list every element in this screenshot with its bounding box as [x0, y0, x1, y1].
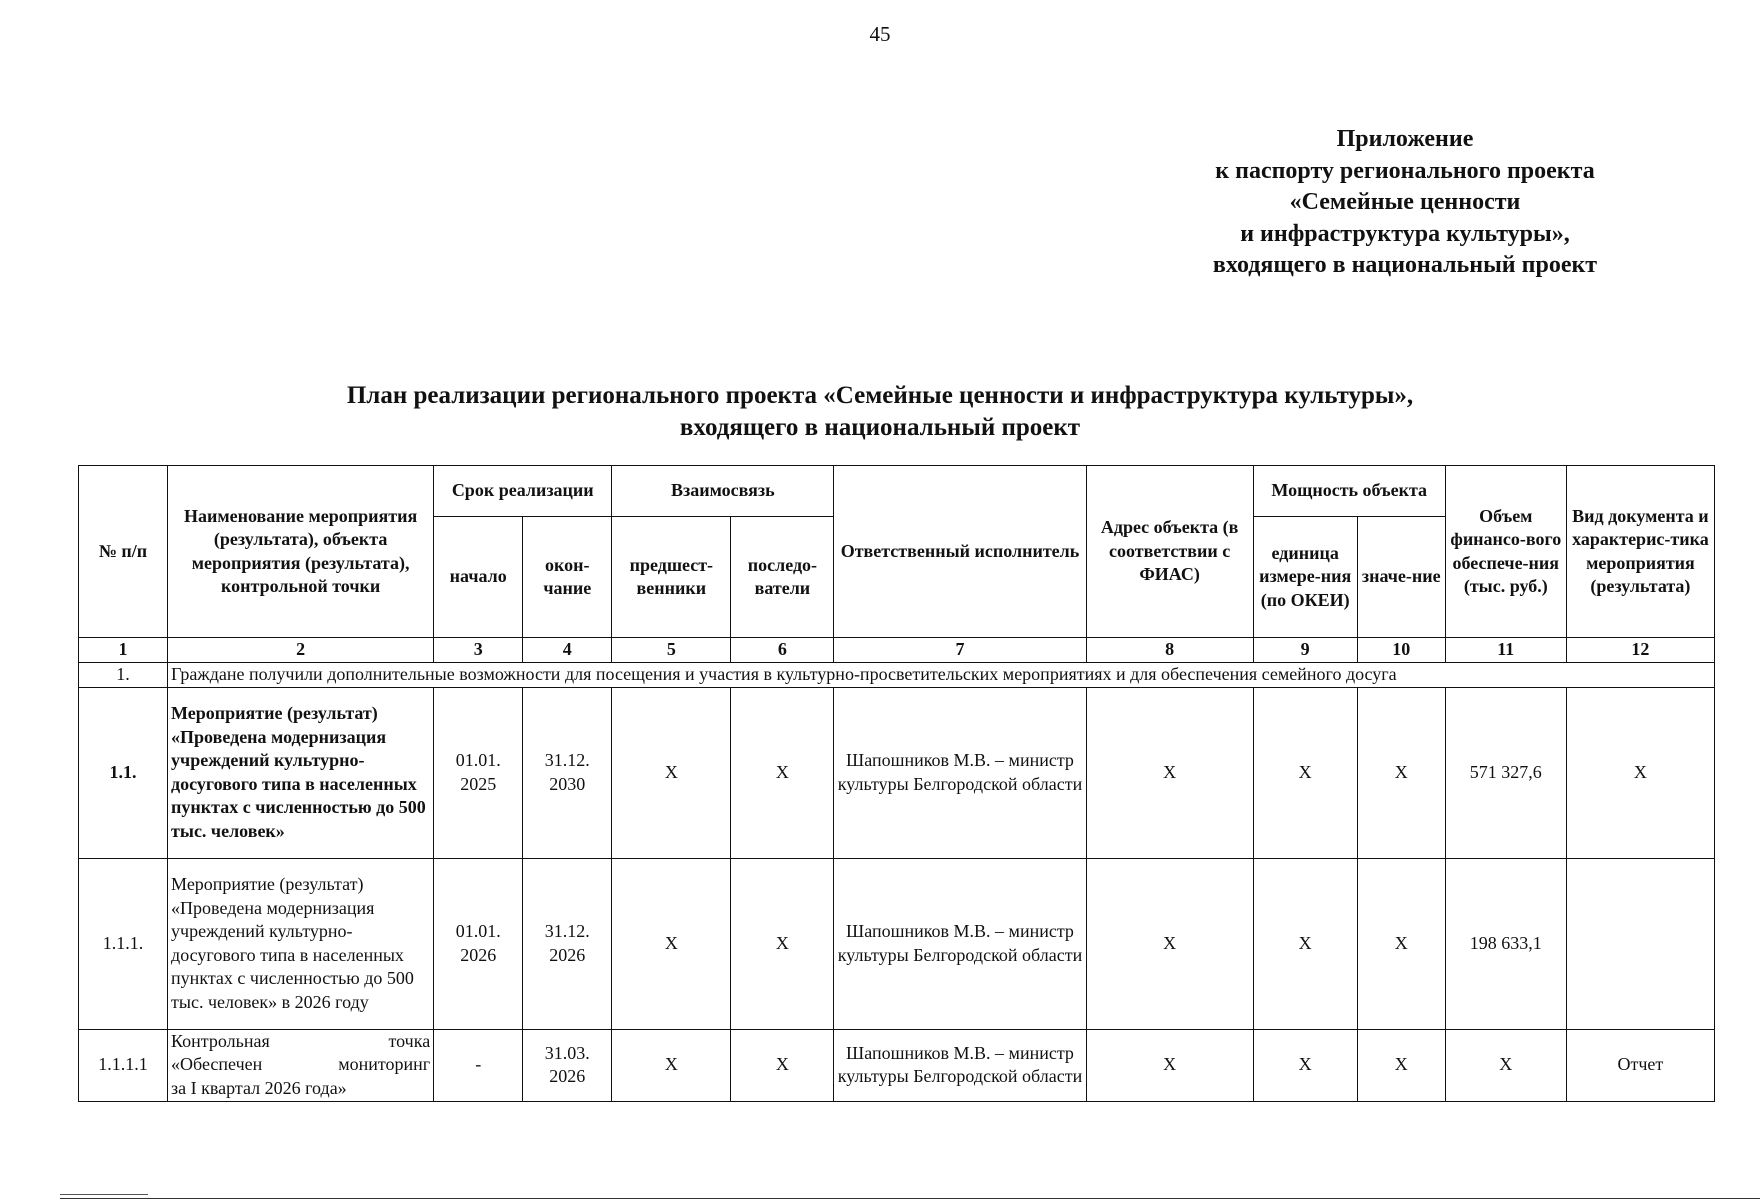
row-executor: Шапошников М.В. – министр культуры Белгородской области [834, 687, 1086, 858]
column-number: 9 [1253, 638, 1357, 663]
row-name-line: за I квартал 2026 года» [171, 1077, 347, 1098]
row-start: - [434, 1029, 523, 1101]
row-funding: 198 633,1 [1445, 858, 1566, 1029]
row-doc-type [1566, 858, 1714, 1029]
table-row [79, 1029, 1715, 1101]
table-row [79, 858, 1715, 1029]
appendix-line: к паспорту регионального проекта [1215, 157, 1595, 184]
row-address: X [1086, 1029, 1253, 1101]
column-number: 4 [523, 638, 612, 663]
header-address: Адрес объекта (в соответствии с ФИАС) [1086, 466, 1253, 638]
column-number: 1 [79, 638, 168, 663]
header-name: Наименование мероприятия (результата), объекта мероприятия (результата), контрольной точки [168, 466, 434, 638]
footer-divider [60, 1198, 1760, 1199]
row-num: 1.1.1. [79, 858, 168, 1029]
table-row [79, 687, 1715, 858]
row-unit: X [1253, 687, 1357, 858]
row-doc-type: Отчет [1566, 1029, 1714, 1101]
row-unit: X [1253, 1029, 1357, 1101]
row-start: 01.01. 2025 [434, 687, 523, 858]
header-start: начало [434, 517, 523, 638]
column-numbers-row [79, 638, 1715, 663]
row-name-word: точка [388, 1030, 431, 1051]
header-predecessors: предшест-венники [612, 517, 731, 638]
header-num: № п/п [79, 466, 168, 638]
row-address: X [1086, 858, 1253, 1029]
header-funding: Объем финансо-вого обеспече-ния (тыс. руб.) [1445, 466, 1566, 638]
row-unit: X [1253, 858, 1357, 1029]
row-predecessors: X [612, 858, 731, 1029]
section-row [79, 663, 1715, 688]
row-value: X [1357, 858, 1445, 1029]
row-funding: 571 327,6 [1445, 687, 1566, 858]
header-successors: последо-ватели [731, 517, 834, 638]
header-link: Взаимосвязь [612, 466, 834, 517]
row-name-line [171, 1053, 430, 1077]
row-name-line [171, 1030, 430, 1054]
plan-title [0, 380, 1760, 444]
row-name-word: «Обеспечен [171, 1054, 263, 1075]
row-successors: X [731, 1029, 834, 1101]
section-text: Граждане получили дополнительные возможности для посещения и участия в культурно-просветительских мероприятиях и для обеспечения семейного досуга [168, 663, 1715, 688]
column-number: 5 [612, 638, 731, 663]
appendix-line: «Семейные ценности [1289, 189, 1521, 215]
row-num: 1.1. [79, 687, 168, 858]
column-number: 6 [731, 638, 834, 663]
header-capacity: Мощность объекта [1253, 466, 1445, 517]
column-number: 11 [1445, 638, 1566, 663]
row-name-word: мониторинг [338, 1054, 431, 1075]
header-end: окон-чание [523, 517, 612, 638]
column-number: 8 [1086, 638, 1253, 663]
column-number: 3 [434, 638, 523, 663]
row-name: Мероприятие (результат) «Проведена модернизация учреждений культурно-досугового типа в населенных пунктах с численностью до 500 тыс. человек» [168, 687, 434, 858]
column-number: 7 [834, 638, 1086, 663]
header-value: значе-ние [1357, 517, 1445, 638]
row-start: 01.01. 2026 [434, 858, 523, 1029]
header-executor: Ответственный исполнитель [834, 466, 1086, 638]
row-name [168, 1029, 434, 1101]
header-doc-type: Вид документа и характерис-тика мероприятия (результата) [1566, 466, 1714, 638]
row-name-word: Контрольная [171, 1030, 270, 1051]
appendix-line: Приложение [1336, 126, 1474, 152]
row-predecessors: X [612, 1029, 731, 1101]
header-period: Срок реализации [434, 466, 612, 517]
row-value: X [1357, 687, 1445, 858]
row-executor: Шапошников М.В. – министр культуры Белгородской области [834, 858, 1086, 1029]
row-name: Мероприятие (результат) «Проведена модернизация учреждений культурно-досугового типа в населенных пунктах с численностью до 500 тыс. человек» в 2026 году [168, 858, 434, 1029]
row-num: 1.1.1.1 [79, 1029, 168, 1101]
plan-title-line: План реализации регионального проекта «Семейные ценности и инфраструктура культуры», [346, 382, 1414, 409]
column-number: 10 [1357, 638, 1445, 663]
appendix-line: и инфраструктура культуры», [1240, 220, 1570, 247]
row-successors: X [731, 858, 834, 1029]
column-number: 2 [168, 638, 434, 663]
implementation-plan-table [78, 465, 1715, 1102]
appendix-heading [1160, 124, 1650, 282]
row-end: 31.03. 2026 [523, 1029, 612, 1101]
row-executor: Шапошников М.В. – министр культуры Белгородской области [834, 1029, 1086, 1101]
row-successors: X [731, 687, 834, 858]
row-end: 31.12. 2030 [523, 687, 612, 858]
header-unit: единица измере-ния (по ОКЕИ) [1253, 517, 1357, 638]
row-doc-type: X [1566, 687, 1714, 858]
page-number: 45 [869, 22, 891, 46]
appendix-line: входящего в национальный проект [1212, 252, 1598, 278]
row-address: X [1086, 687, 1253, 858]
header-row [79, 466, 1715, 517]
row-end: 31.12. 2026 [523, 858, 612, 1029]
section-num: 1. [79, 663, 168, 688]
row-value: X [1357, 1029, 1445, 1101]
footer-divider-short [60, 1194, 148, 1195]
column-number: 12 [1566, 638, 1714, 663]
row-predecessors: X [612, 687, 731, 858]
row-funding: X [1445, 1029, 1566, 1101]
plan-title-line: входящего в национальный проект [679, 414, 1081, 441]
